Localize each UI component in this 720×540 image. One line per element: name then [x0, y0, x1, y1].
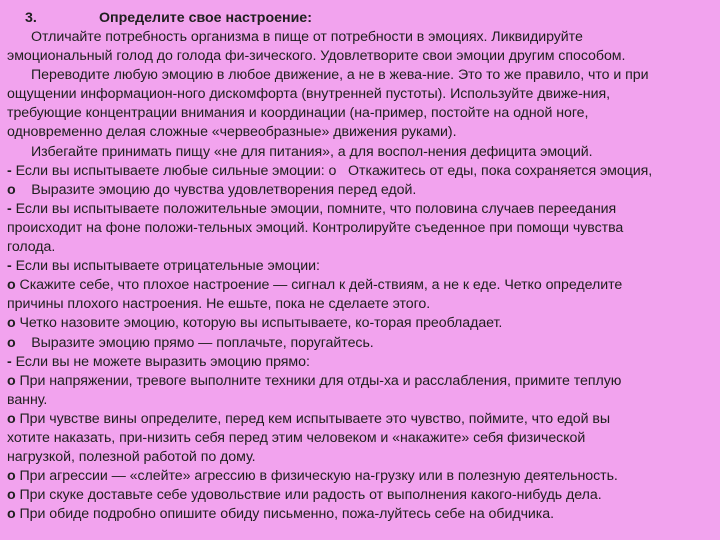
line-text: причины плохого настроения. Не ешьте, пока не сделаете этого. — [7, 296, 431, 313]
line-text: Если вы испытываете положительные эмоции, помните, что половина случаев переедания — [11, 200, 617, 217]
text-line — [7, 429, 710, 448]
line-text: При скуке доставьте себе удовольствие или радость от выполнения какого-нибудь дела. — [15, 487, 602, 504]
text-line — [7, 314, 710, 333]
text-line — [7, 334, 710, 353]
dash-marker: - — [7, 258, 12, 275]
line-text: Если вы испытываете отрицательные эмоции: — [11, 258, 320, 275]
bullet-marker: o — [7, 315, 16, 332]
text-line — [7, 295, 710, 314]
text-line — [7, 372, 710, 391]
text-line — [7, 200, 710, 219]
section-number: 3. — [25, 10, 37, 26]
bullet-marker: o — [7, 468, 16, 485]
line-text: нагрузкой, полезной работой по дому. — [7, 449, 256, 466]
body-text — [7, 28, 710, 524]
text-line — [7, 505, 710, 524]
bullet-marker: o — [7, 487, 16, 504]
line-text: одновременно делая сложные «червеобразные» движения руками). — [7, 124, 457, 141]
text-line — [7, 28, 710, 47]
line-text: требующие концентрации внимания и координации (на-пример, постойте на одной ноге, — [7, 105, 589, 122]
text-line — [7, 181, 710, 200]
text-line — [7, 257, 710, 276]
bullet-marker: o — [7, 181, 16, 198]
line-text: При чувстве вины определите, перед кем испытываете это чувство, поймите, что едой вы — [15, 410, 610, 427]
line-text: Переводите любую эмоцию в любое движение, а не в жева-ние. Это то же правило, что и при — [31, 67, 649, 84]
text-line — [7, 276, 710, 295]
line-text: происходит на фоне положи-тельных эмоций. Контролируйте съеденное при помощи чувства — [7, 219, 624, 236]
bullet-marker: o — [7, 334, 16, 351]
dash-marker: - — [7, 162, 12, 179]
line-text: эмоциональный голод до голода фи-зического. Удовлетворите свои эмоции другим способом. — [7, 48, 626, 65]
bullet-marker: o — [7, 506, 16, 523]
dash-marker: - — [7, 353, 12, 370]
section-heading — [7, 9, 710, 28]
line-text: При напряжении, тревоге выполните техники для отды-ха и расслабления, примите теплую — [15, 372, 622, 389]
line-text: При агрессии — «слейте» агрессию в физическую на-грузку или в полезную деятельность. — [15, 468, 618, 485]
line-text: хотите наказать, при-низить себя перед этим человеком и «накажите» себя физической — [7, 429, 586, 446]
text-line — [7, 448, 710, 467]
bullet-marker: o — [7, 410, 16, 427]
line-text: Скажите себе, что плохое настроение — сигнал к дей-ствиям, а не к еде. Четко определите — [15, 277, 623, 294]
text-line — [7, 391, 710, 410]
text-line — [7, 219, 710, 238]
line-text: ванну. — [7, 391, 48, 408]
text-line — [7, 467, 710, 486]
dash-marker: - — [7, 200, 12, 217]
bullet-marker: o — [7, 277, 16, 294]
line-text: При обиде подробно опишите обиду письменно, пожа-луйтесь себе на обидчика. — [15, 506, 554, 523]
line-text: Четко назовите эмоцию, которую вы испытываете, ко-торая преобладает. — [15, 315, 503, 332]
text-line — [7, 104, 710, 123]
text-line — [7, 85, 710, 104]
text-line — [7, 486, 710, 505]
line-text: Выразите эмоцию до чувства удовлетворения перед едой. — [15, 181, 417, 198]
text-line — [7, 123, 710, 142]
line-text: Избегайте принимать пищу «не для питания», а для воспол-нения дефицита эмоций. — [31, 143, 593, 160]
line-text: голода. — [7, 239, 56, 256]
line-text: ощущении информацион-ного дискомфорта (внутренней пустоты). Используйте движе-ния, — [7, 86, 610, 103]
line-text: Если вы испытываете любые сильные эмоции: o Откажитесь от еды, пока сохраняется эмоция, — [11, 162, 653, 179]
text-line — [7, 410, 710, 429]
text-line — [7, 143, 710, 162]
line-text: Отличайте потребность организма в пище от потребности в эмоциях. Ликвидируйте — [31, 29, 583, 45]
text-line — [7, 66, 710, 85]
text-line — [7, 238, 710, 257]
text-line — [7, 353, 710, 372]
line-text: Выразите эмоцию прямо — поплачьте, поругайтесь. — [15, 334, 374, 351]
line-text: Если вы не можете выразить эмоцию прямо: — [11, 353, 310, 370]
text-line — [7, 162, 710, 181]
text-line — [7, 47, 710, 66]
bullet-marker: o — [7, 372, 16, 389]
section-title: Определите свое настроение: — [99, 10, 312, 26]
